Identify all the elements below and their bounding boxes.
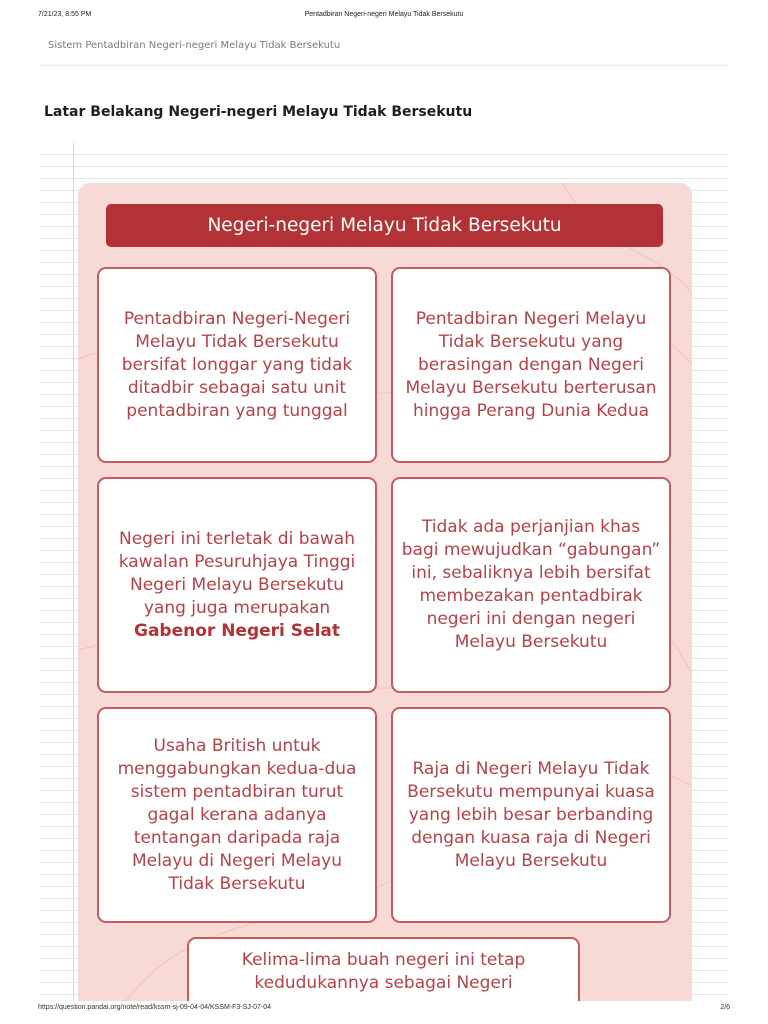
info-box-3-bold: Gabenor Negeri Selat bbox=[134, 620, 340, 641]
print-datetime: 7/21/23, 8:55 PM bbox=[38, 11, 92, 18]
info-box-4-text: Tidak ada perjanjian khas bagi mewujudkan “gabungan” ini, sebaliknya lebih bersifat membezakan pentadbirak negeri ini dengan negeri Melayu Bersekutu bbox=[401, 517, 661, 652]
info-box-7-text: Kelima-lima buah negeri ini tetap kedudukannya sebagai Negeri bbox=[241, 950, 526, 993]
info-box-3 bbox=[97, 477, 377, 693]
info-box-6 bbox=[391, 707, 671, 923]
info-box-5 bbox=[97, 707, 377, 923]
info-box-2-text: Pentadbiran Negeri Melayu Tidak Bersekutu yang berasingan dengan Negeri Melayu Bersekutu berterusan hingga Perang Dunia Kedua bbox=[405, 308, 657, 421]
info-box-3-content bbox=[107, 528, 367, 643]
divider bbox=[40, 65, 728, 66]
info-box-5-text: Usaha British untuk menggabungkan kedua-dua sistem pentadbiran turut gagal kerana adanya tentangan daripada raja Melayu di Negeri Melayu Tidak Bersekutu bbox=[117, 735, 357, 894]
info-box-1-text: Pentadbiran Negeri-Negeri Melayu Tidak Bersekutu bersifat longgar yang tidak ditadbir sebagai satu unit pentadbiran yang tunggal bbox=[121, 308, 353, 421]
info-box-2 bbox=[391, 267, 671, 463]
info-box-6-text: Raja di Negeri Melayu Tidak Bersekutu mempunyai kuasa yang lebih besar berbanding dengan kuasa raja di Negeri Melayu Bersekutu bbox=[407, 758, 655, 871]
page-title: Latar Belakang Negeri-negeri Melayu Tidak Bersekutu bbox=[44, 104, 473, 120]
print-title: Pentadbiran Negeri-negeri Melayu Tidak Bersekutu bbox=[304, 11, 464, 18]
info-box-3-text: Negeri ini terletak di bawah kawalan Pesuruhjaya Tinggi Negeri Melayu Bersekutu yang juga merupakan bbox=[118, 528, 356, 618]
print-header bbox=[0, 11, 768, 23]
infographic-banner: Negeri-negeri Melayu Tidak Bersekutu bbox=[106, 204, 663, 247]
site-subtitle[interactable]: Sistem Pentadbiran Negeri-negeri Melayu Tidak Bersekutu bbox=[48, 40, 341, 51]
footer-page-number: 2/6 bbox=[720, 1004, 730, 1011]
info-box-4 bbox=[391, 477, 671, 693]
footer-url[interactable]: https://question.pandai.org/note/read/kssm-sj-09-04-04/KSSM-F3-SJ-07-04 bbox=[38, 1004, 272, 1011]
info-box-1 bbox=[97, 267, 377, 463]
